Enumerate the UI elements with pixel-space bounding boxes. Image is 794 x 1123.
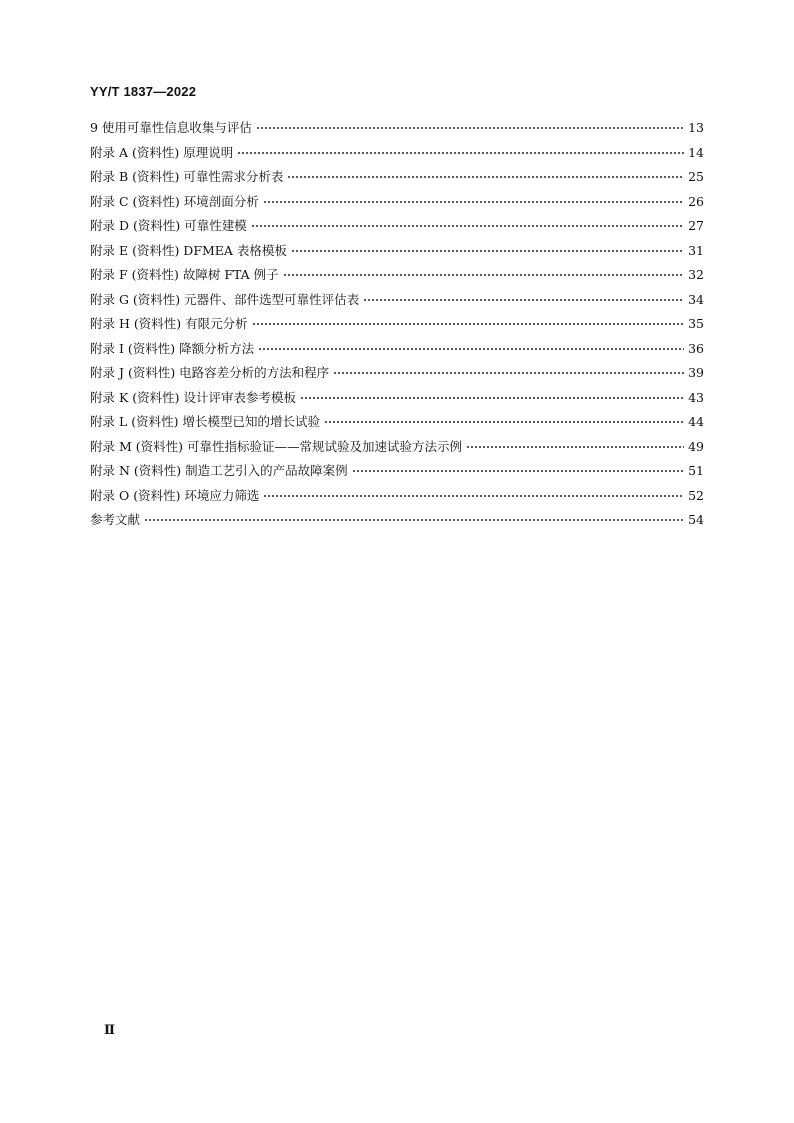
toc-entry-page: 51 [688, 463, 704, 478]
toc-entry-title: 附录 I (资料性) 降额分析方法 [90, 340, 255, 356]
dot-leader [283, 274, 684, 276]
toc-entry-page: 31 [688, 242, 704, 258]
dot-leader [363, 299, 684, 301]
toc-entry[interactable] [90, 437, 704, 462]
toc-entry[interactable] [90, 461, 704, 486]
toc-entry-page: 13 [688, 120, 704, 135]
toc-entry-title: 附录 K (资料性) 设计评审表参考模板 [90, 389, 297, 405]
toc-entry-title: 附录 D (资料性) 可靠性建模 [90, 218, 247, 233]
toc-entry-page: 32 [688, 267, 704, 282]
toc-entry-page: 27 [688, 218, 704, 233]
toc-entry-title: 附录 L (资料性) 增长模型已知的增长试验 [90, 414, 320, 429]
toc-entry-title: 附录 H (资料性) 有限元分析 [90, 316, 248, 331]
toc-entry-title: 附录 B (资料性) 可靠性需求分析表 [90, 169, 284, 184]
toc-entry-title: 附录 E (资料性) DFMEA 表格模板 [90, 242, 287, 258]
toc-entry[interactable] [90, 241, 704, 266]
toc-entry[interactable] [90, 314, 704, 339]
dot-leader [256, 127, 684, 129]
page-number: Ⅱ [104, 1022, 115, 1037]
toc-entry-page: 54 [688, 512, 704, 527]
dot-leader [144, 519, 684, 521]
toc-entry-page: 39 [688, 365, 704, 380]
toc-entry-title: 参考文献 [90, 512, 141, 527]
toc-entry[interactable] [90, 290, 704, 315]
toc-entry-page: 43 [688, 389, 704, 405]
table-of-contents [90, 118, 704, 535]
toc-entry[interactable] [90, 192, 704, 217]
toc-entry[interactable] [90, 412, 704, 437]
toc-entry-title: 附录 O (资料性) 环境应力筛选 [90, 487, 260, 503]
toc-entry[interactable] [90, 265, 704, 290]
dot-leader [333, 372, 684, 374]
dot-leader [258, 348, 684, 350]
toc-entry-title: 附录 C (资料性) 环境剖面分析 [90, 193, 259, 209]
dot-leader [252, 323, 684, 325]
toc-entry[interactable] [90, 118, 704, 143]
toc-entry-title: 附录 A (资料性) 原理说明 [90, 144, 234, 160]
toc-entry-page: 52 [688, 487, 704, 503]
toc-entry[interactable] [90, 510, 704, 535]
toc-entry[interactable] [90, 363, 704, 388]
toc-entry-title: 附录 G (资料性) 元器件、部件选型可靠性评估表 [90, 291, 360, 307]
dot-leader [300, 397, 684, 399]
dot-leader [291, 250, 684, 252]
dot-leader [352, 470, 684, 472]
toc-entry-page: 14 [688, 144, 704, 160]
dot-leader [324, 421, 684, 423]
toc-entry-title: 附录 J (资料性) 电路容差分析的方法和程序 [90, 365, 330, 380]
dot-leader [263, 495, 684, 497]
toc-entry-title: 附录 M (资料性) 可靠性指标验证——常规试验及加速试验方法示例 [90, 438, 462, 454]
toc-entry[interactable] [90, 339, 704, 364]
toc-entry[interactable] [90, 143, 704, 168]
dot-leader [466, 446, 684, 448]
toc-entry-page: 35 [688, 316, 704, 331]
dot-leader [251, 225, 684, 227]
toc-entry-title: 附录 F (资料性) 故障树 FTA 例子 [90, 267, 279, 282]
toc-entry-page: 36 [688, 340, 704, 356]
dot-leader [263, 201, 684, 203]
toc-entry-page: 26 [688, 193, 704, 209]
document-code: YY/T 1837—2022 [90, 84, 197, 99]
toc-entry[interactable] [90, 216, 704, 241]
dot-leader [237, 152, 684, 154]
dot-leader [287, 176, 684, 178]
toc-entry-title: 9 使用可靠性信息收集与评估 [90, 120, 252, 135]
toc-entry-page: 44 [688, 414, 704, 429]
toc-entry-title: 附录 N (资料性) 制造工艺引入的产品故障案例 [90, 463, 348, 478]
toc-entry[interactable] [90, 167, 704, 192]
toc-entry[interactable] [90, 486, 704, 511]
toc-entry-page: 34 [688, 291, 704, 307]
toc-entry[interactable] [90, 388, 704, 413]
toc-entry-page: 49 [688, 438, 704, 454]
toc-entry-page: 25 [688, 169, 704, 184]
